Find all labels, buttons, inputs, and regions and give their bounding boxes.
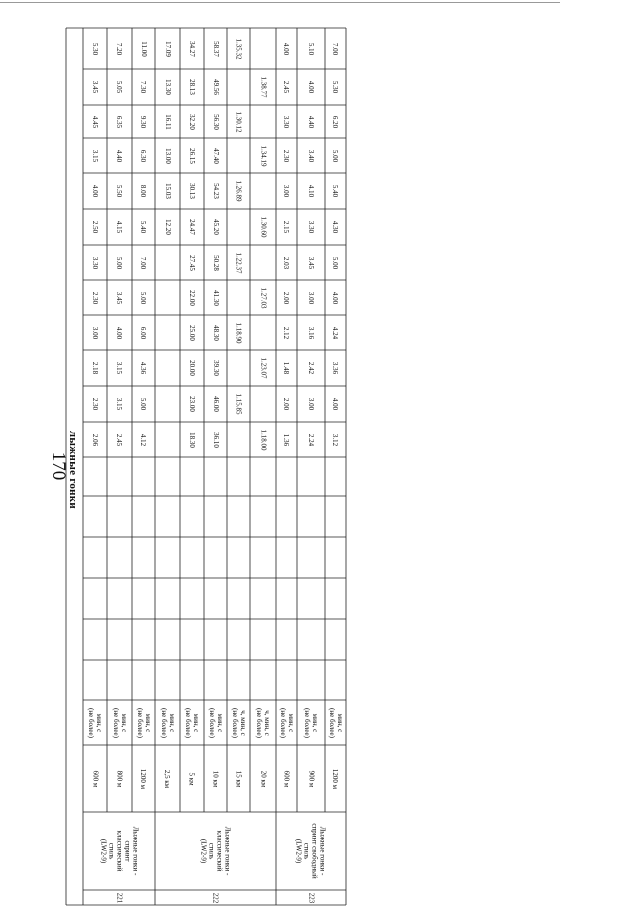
value-cell-text: 11.00: [139, 40, 148, 57]
distance-cell-text: 2,5 км: [163, 769, 172, 788]
value-cell-text: 4.00: [282, 42, 291, 55]
value-cell-text: 2.42: [307, 361, 315, 375]
value-cell-text: 1.36: [282, 433, 291, 446]
value-cell-text: 56.30: [211, 113, 220, 130]
value-cell-text: 47.40: [211, 147, 220, 164]
value-cell-text: 2.18: [91, 361, 99, 375]
value-cell-text: 5.50: [115, 184, 124, 198]
unit-cell-text: мин, с (не более): [303, 707, 320, 738]
value-cell-text: 24.47: [188, 219, 196, 235]
value-cell-text: 6.35: [115, 115, 124, 128]
discipline-cell-text: Лыжные гонки - классический стиль (LW2-9): [199, 826, 232, 876]
value-cell-text: 1.23.07: [259, 357, 267, 379]
value-cell-text: 2.45: [282, 80, 291, 94]
value-cell-text: 34.27: [188, 40, 196, 57]
distance-cell-text: 1200 м: [331, 768, 340, 789]
distance-cell-text: 5 км: [188, 771, 196, 786]
value-cell-text: 4.00: [91, 184, 99, 198]
value-cell-text: 36.10: [211, 431, 220, 448]
value-cell-text: 5.00: [331, 149, 340, 162]
value-cell-text: 2.30: [282, 149, 291, 162]
value-cell-text: 7.00: [331, 42, 340, 55]
unit-cell-text: мин, с (не более): [135, 707, 152, 738]
value-cell-text: 5.40: [331, 184, 340, 198]
value-cell-text: 6.20: [331, 115, 340, 128]
value-cell-text: 4.10: [307, 184, 315, 198]
value-cell-text: 3.45: [91, 80, 99, 94]
value-cell-text: 58.37: [211, 40, 220, 57]
value-cell-text: 2.30: [91, 291, 99, 304]
unit-cell-text: мин, с (не более): [278, 707, 295, 738]
value-cell-text: 8.00: [139, 184, 148, 198]
value-cell-text: 4.00: [331, 291, 340, 304]
value-cell-text: 4.00: [331, 397, 340, 411]
value-cell-text: 5.00: [139, 397, 148, 411]
distance-cell-text: 10 км: [211, 770, 220, 787]
row-number-cell-text: 223: [307, 892, 315, 903]
value-cell-text: 3.15: [115, 397, 124, 411]
value-cell-text: 3.00: [282, 184, 291, 198]
unit-cell-text: ч, мин, с (не более): [230, 707, 247, 738]
value-cell-text: 30.13: [188, 183, 196, 199]
value-cell-text: 49.56: [211, 79, 220, 95]
value-cell-text: 39.30: [211, 360, 220, 376]
value-cell-text: 5.00: [115, 256, 124, 269]
value-cell-text: 1.35.32: [234, 38, 243, 59]
distance-cell-text: 1200 м: [139, 768, 148, 789]
value-cell-text: 2.24: [307, 433, 315, 446]
value-cell-text: 2.15: [282, 220, 291, 234]
value-cell-text: 1.15.85: [234, 393, 243, 415]
unit-cell-text: мин, с (не более): [159, 707, 176, 738]
value-cell-text: 3.12: [331, 433, 340, 446]
value-cell-text: 3.00: [91, 326, 99, 339]
value-cell-text: 48.30: [211, 324, 220, 341]
value-cell-text: 2.30: [91, 397, 99, 411]
value-cell-text: 1.27.03: [259, 287, 267, 308]
value-cell-text: 9.30: [139, 115, 148, 128]
unit-cell-text: мин, с (не более): [184, 707, 201, 738]
value-cell-text: 1.18.00: [259, 429, 267, 450]
value-cell-text: 3.16: [307, 326, 315, 339]
distance-cell-text: 800 м: [115, 770, 124, 787]
value-cell-text: 3.00: [307, 397, 315, 411]
value-cell-text: 20.00: [188, 360, 196, 376]
value-cell-text: 5.00: [331, 256, 340, 269]
value-cell-text: 4.00: [307, 80, 315, 94]
value-cell-text: 13.00: [163, 147, 172, 164]
value-cell-text: 45.20: [211, 219, 220, 235]
value-cell-text: 7.30: [139, 80, 148, 94]
value-cell-text: 3.00: [307, 291, 315, 304]
page-number: 170: [48, 451, 69, 481]
value-cell-text: 2.03: [282, 256, 291, 269]
value-cell-text: 4.00: [115, 326, 124, 339]
section-title: лыжные гонки: [67, 430, 79, 510]
value-cell-text: 18.30: [188, 431, 196, 448]
distance-cell-text: 15 км: [234, 770, 243, 787]
value-cell-text: 41.30: [211, 289, 220, 306]
value-cell-text: 13.30: [163, 79, 172, 95]
value-cell-text: 2.45: [115, 433, 124, 446]
value-cell-text: 3.40: [307, 149, 315, 162]
value-cell-text: 1.18.90: [234, 322, 243, 343]
value-cell-text: 6.30: [139, 149, 148, 162]
value-cell-text: 2.00: [282, 397, 291, 411]
unit-cell-text: мин, с (не более): [87, 707, 104, 738]
value-cell-text: 12.20: [163, 219, 172, 235]
value-cell-text: 50.28: [211, 254, 220, 271]
value-cell-text: 1.30.60: [259, 216, 267, 238]
value-cell-text: 5.05: [115, 80, 124, 94]
value-cell-text: 3.45: [115, 291, 124, 304]
value-cell-text: 3.30: [307, 220, 315, 234]
value-cell-text: 4.15: [115, 220, 124, 234]
value-cell-text: 5.30: [91, 42, 99, 55]
distance-cell-text: 20 км: [259, 770, 267, 787]
value-cell-text: 2.12: [282, 326, 291, 339]
unit-cell-text: мин, с (не более): [327, 707, 344, 738]
value-cell-text: 1.48: [282, 361, 291, 375]
value-cell-text: 1.38.77: [259, 76, 267, 98]
value-cell-text: 22.00: [188, 289, 196, 306]
distance-cell-text: 600 м: [91, 770, 99, 787]
row-number-cell-text: 222: [211, 892, 220, 903]
value-cell-text: 16.11: [163, 113, 172, 130]
value-cell-text: 5.00: [139, 291, 148, 304]
value-cell-text: 4.45: [91, 115, 99, 128]
value-cell-text: 54.23: [211, 183, 220, 199]
distance-cell-text: 600 м: [282, 770, 291, 787]
value-cell-text: 1.34.19: [259, 145, 267, 166]
value-cell-text: 5.40: [139, 220, 148, 234]
value-cell-text: 25.00: [188, 324, 196, 341]
value-cell-text: 32.20: [188, 113, 196, 130]
value-cell-text: 27.45: [188, 254, 196, 271]
value-cell-text: 1.26.89: [234, 180, 243, 202]
value-cell-text: 2.06: [91, 433, 99, 446]
value-cell-text: 23.00: [188, 396, 196, 412]
value-cell-text: 7.20: [115, 42, 124, 55]
value-cell-text: 4.24: [331, 326, 340, 339]
discipline-cell-text: Лыжные гонки - спринт классический стиль (LW2-9): [98, 826, 139, 876]
value-cell-text: 4.40: [115, 149, 124, 162]
value-cell-text: 2.50: [91, 220, 99, 234]
unit-cell-text: мин, с (не более): [207, 707, 224, 738]
value-cell-text: 7.00: [139, 256, 148, 269]
value-cell-text: 1.30.12: [234, 111, 243, 132]
value-cell-text: 2.00: [282, 291, 291, 304]
value-cell-text: 3.45: [307, 256, 315, 269]
value-cell-text: 6.00: [139, 326, 148, 339]
value-cell-text: 46.00: [211, 396, 220, 412]
value-cell-text: 4.40: [307, 115, 315, 128]
value-cell-text: 3.36: [331, 361, 340, 375]
value-cell-text: 3.30: [282, 115, 291, 128]
value-cell-text: 5.10: [307, 42, 315, 55]
discipline-cell-text: Лыжные гонки - спринт свободный стиль (LW2-9): [294, 823, 327, 879]
value-cell-text: 15.03: [163, 183, 172, 199]
unit-cell-text: мин, с (не более): [111, 707, 128, 738]
value-cell-text: 17.09: [163, 40, 172, 57]
value-cell-text: 28.13: [188, 79, 196, 95]
value-cell-text: 3.15: [91, 149, 99, 162]
value-cell-text: 3.30: [91, 256, 99, 269]
value-cell-text: 4.30: [331, 220, 340, 234]
unit-cell-text: ч, мин, с (не более): [255, 707, 272, 738]
value-cell-text: 1.22.37: [234, 252, 243, 273]
value-cell-text: 5.30: [331, 80, 340, 94]
value-cell-text: 26.15: [188, 147, 196, 164]
value-cell-text: 4.36: [139, 361, 148, 375]
value-cell-text: 3.15: [115, 361, 124, 375]
row-number-cell-text: 221: [115, 892, 123, 903]
value-cell-text: 4.12: [139, 433, 148, 446]
distance-cell-text: 900 м: [307, 770, 315, 787]
